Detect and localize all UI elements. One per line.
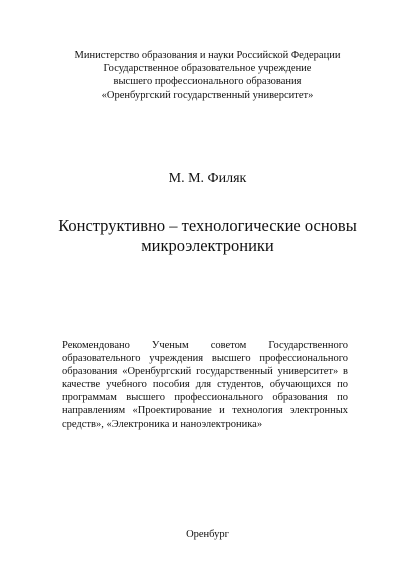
book-title	[0, 216, 415, 255]
header-line-education-level: высшего профессионального образования	[113, 76, 302, 88]
header-line-university-name: «Оренбургский государственный университет»	[101, 89, 314, 101]
publication-city: Оренбург	[186, 529, 229, 540]
header-line-ministry: Министерство образования и науки Российской Федерации	[74, 50, 341, 61]
recommendation-text: Рекомендовано Ученым советом Государственного образовательного учреждения высшего профессионального образования «Оренбургский государственный университет» в качестве учебного пособия для студентов, обучающихся по программам высшего профессионального образования по направлениям «Проектирование и технология электронных средств», «Электроника и наноэлектроника»	[62, 340, 348, 430]
institution-header	[0, 49, 415, 102]
title-line-1: Конструктивно – технологические основы	[58, 216, 357, 235]
title-line-2: микроэлектроники	[141, 235, 274, 255]
author-name: М. М. Филяк	[168, 171, 247, 186]
header-line-institution-type: Государственное образовательное учреждение	[103, 63, 312, 75]
